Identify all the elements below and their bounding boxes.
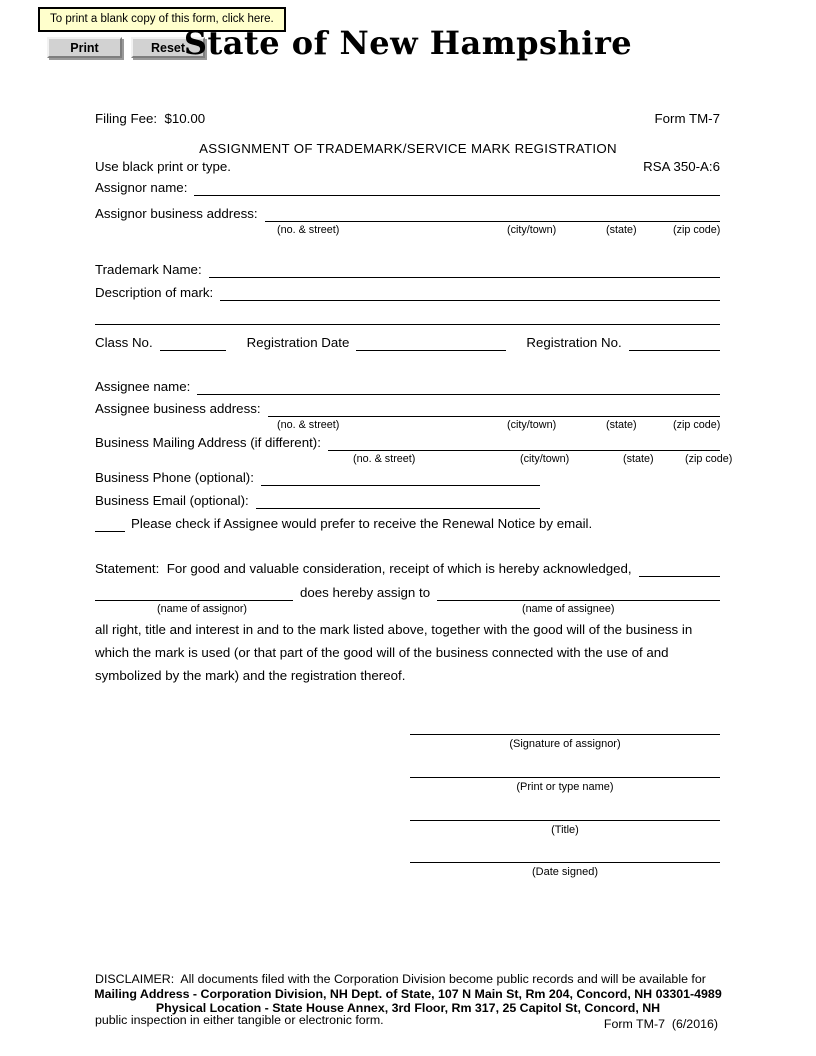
business-email-label: Business Email (optional): bbox=[95, 493, 249, 508]
registration-date-label: Registration Date bbox=[246, 335, 350, 350]
print-name-entry bbox=[410, 763, 720, 793]
assignor-name-row bbox=[95, 177, 720, 196]
print-name-label: (Print or type name) bbox=[516, 781, 614, 793]
mailing-address-sublabels bbox=[95, 453, 735, 466]
reset-button[interactable]: Reset bbox=[131, 37, 205, 58]
physical-location-footer: Physical Location - State House Annex, 3rd Floor, Rm 317, 25 Capitol St, Concord, NH bbox=[155, 1001, 661, 1015]
name-of-assignee-sublabel: (name of assignee) bbox=[522, 603, 615, 615]
assignor-address-field[interactable] bbox=[265, 202, 720, 222]
assignor-address-sublabels bbox=[95, 224, 735, 237]
registration-date-field[interactable] bbox=[356, 331, 506, 351]
street-sublabel: (no. & street) bbox=[277, 224, 340, 236]
assignor-name-field[interactable] bbox=[194, 176, 720, 196]
statement-sublabels bbox=[95, 603, 735, 616]
trademark-name-field[interactable] bbox=[209, 258, 720, 278]
class-registration-row bbox=[95, 332, 720, 351]
business-email-row bbox=[95, 490, 540, 509]
zip-sublabel: (zip code) bbox=[685, 453, 733, 465]
city-sublabel: (city/town) bbox=[507, 419, 557, 431]
assignee-name-field[interactable] bbox=[197, 375, 720, 395]
statute-text: RSA 350-A:6 bbox=[643, 159, 720, 174]
business-phone-row bbox=[95, 467, 540, 486]
acknowledged-blank-field[interactable] bbox=[639, 557, 720, 577]
trademark-name-row bbox=[95, 259, 720, 278]
title-label: (Title) bbox=[551, 824, 579, 836]
mailing-address-footer: Mailing Address - Corporation Division, NH Dept. of State, 107 N Main St, Rm 204, Concord, NH 03301-4989 bbox=[94, 987, 722, 1001]
assignee-address-field[interactable] bbox=[268, 397, 720, 417]
form-number-text: Form TM-7 bbox=[654, 111, 720, 126]
street-sublabel: (no. & street) bbox=[277, 419, 340, 431]
description-continuation-field[interactable] bbox=[95, 324, 720, 325]
statement-body-line2: which the mark is used (or that part of the good will of the business connected with the use of and bbox=[95, 645, 669, 660]
filing-fee-text: Filing Fee: $10.00 bbox=[95, 111, 206, 126]
assignee-name-statement-field[interactable] bbox=[437, 581, 720, 601]
mailing-address-row bbox=[95, 432, 720, 451]
registration-no-field[interactable] bbox=[629, 331, 720, 351]
trademark-name-label: Trademark Name: bbox=[95, 262, 202, 277]
assign-to-text: does hereby assign to bbox=[300, 585, 431, 600]
assignee-address-row bbox=[95, 398, 720, 417]
date-signed-label: (Date signed) bbox=[531, 866, 599, 878]
disclaimer-line1: DISCLAIMER: All documents filed with the Corporation Division become public records and will be available for bbox=[95, 972, 706, 986]
form-version: Form TM-7 (6/2016) bbox=[603, 1017, 718, 1031]
class-no-field[interactable] bbox=[160, 331, 226, 351]
assignor-name-label: Assignor name: bbox=[95, 180, 188, 195]
zip-sublabel: (zip code) bbox=[673, 224, 721, 236]
print-button[interactable]: Print bbox=[47, 37, 122, 58]
city-sublabel: (city/town) bbox=[507, 224, 557, 236]
registration-no-label: Registration No. bbox=[526, 335, 622, 350]
state-sublabel: (state) bbox=[606, 419, 637, 431]
disclaimer-line2: public inspection in either tangible or electronic form. bbox=[95, 1012, 384, 1027]
statement-body-line1: all right, title and interest in and to the mark listed above, together with the good will of the business in bbox=[95, 622, 693, 637]
city-sublabel: (city/town) bbox=[520, 453, 570, 465]
title-entry bbox=[410, 806, 720, 836]
renewal-email-check-field[interactable] bbox=[95, 512, 125, 532]
signature-label: (Signature of assignor) bbox=[509, 738, 621, 750]
mailing-address-field[interactable] bbox=[328, 431, 720, 451]
name-of-assignor-sublabel: (name of assignor) bbox=[157, 603, 248, 615]
zip-sublabel: (zip code) bbox=[673, 419, 721, 431]
assignor-address-row bbox=[95, 203, 720, 222]
signature-entry bbox=[410, 720, 720, 750]
print-blank-copy-note[interactable]: To print a blank copy of this form, click here. bbox=[38, 7, 286, 32]
renewal-notice-label: Please check if Assignee would prefer to receive the Renewal Notice by email. bbox=[131, 516, 593, 531]
instruction-text: Use black print or type. bbox=[95, 159, 231, 174]
description-label: Description of mark: bbox=[95, 285, 214, 300]
class-no-label: Class No. bbox=[95, 335, 153, 350]
description-row bbox=[95, 282, 720, 301]
state-sublabel: (state) bbox=[623, 453, 654, 465]
date-signed-entry bbox=[410, 848, 720, 878]
statement-body-line3: symbolized by the mark) and the registration thereof. bbox=[95, 668, 406, 683]
state-title: State of New Hampshire bbox=[183, 24, 633, 62]
assignee-address-label: Assignee business address: bbox=[95, 401, 261, 416]
statement-line1-text: Statement: For good and valuable consideration, receipt of which is hereby acknowledged, bbox=[95, 561, 632, 576]
assignor-name-statement-field[interactable] bbox=[95, 581, 293, 601]
assignor-address-label: Assignor business address: bbox=[95, 206, 258, 221]
statement-line1-row bbox=[95, 558, 720, 577]
mailing-address-label: Business Mailing Address (if different): bbox=[95, 435, 321, 450]
assignee-name-row bbox=[95, 376, 720, 395]
renewal-notice-row bbox=[95, 513, 720, 532]
assignee-name-label: Assignee name: bbox=[95, 379, 191, 394]
street-sublabel: (no. & street) bbox=[353, 453, 416, 465]
business-phone-field[interactable] bbox=[261, 466, 540, 486]
business-phone-label: Business Phone (optional): bbox=[95, 470, 254, 485]
statement-line2-row bbox=[95, 582, 720, 601]
business-email-field[interactable] bbox=[256, 489, 540, 509]
state-sublabel: (state) bbox=[606, 224, 637, 236]
description-field[interactable] bbox=[220, 281, 720, 301]
form-title: ASSIGNMENT OF TRADEMARK/SERVICE MARK REGISTRATION bbox=[199, 141, 617, 156]
